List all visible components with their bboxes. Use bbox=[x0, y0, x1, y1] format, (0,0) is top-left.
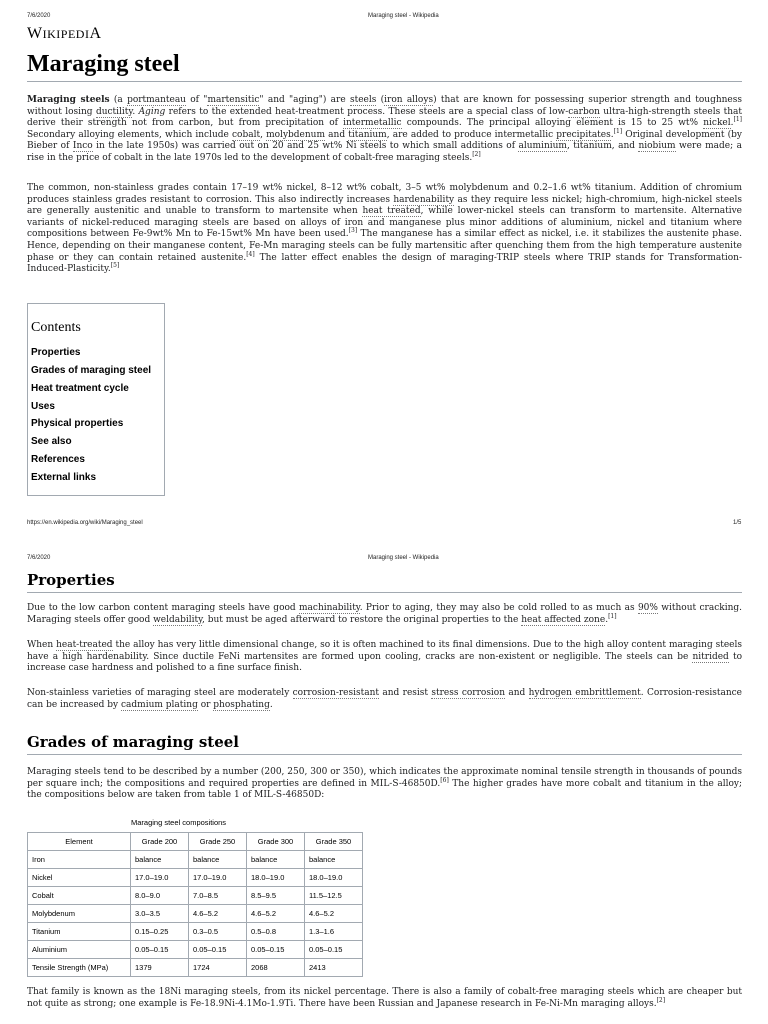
print-doc-title: Maraging steel - Wikipedia bbox=[368, 13, 439, 19]
table-cell: Molybdenum bbox=[28, 905, 131, 923]
toc-item-uses[interactable]: Uses bbox=[31, 401, 55, 412]
link-steels[interactable]: steels bbox=[349, 95, 377, 105]
table-cell: balance bbox=[247, 851, 305, 869]
table-row bbox=[28, 887, 363, 905]
table-cell: Iron bbox=[28, 851, 131, 869]
table-header-row bbox=[28, 833, 363, 851]
properties-divider bbox=[27, 592, 742, 593]
table-cell: Aluminium bbox=[28, 941, 131, 959]
ref-6[interactable]: [6] bbox=[440, 776, 449, 784]
column-header: Grade 350 bbox=[305, 833, 363, 851]
link-aluminium[interactable]: aluminium bbox=[518, 141, 567, 152]
table-cell: 3.0–3.5 bbox=[131, 905, 189, 923]
link-nickel[interactable]: nickel bbox=[703, 118, 731, 129]
link-molybdenum[interactable]: molybdenum bbox=[266, 129, 326, 140]
toc-item-heat-treatment[interactable]: Heat treatment cycle bbox=[31, 383, 129, 394]
link-cobalt[interactable]: cobalt bbox=[232, 129, 261, 140]
link-iron-alloys[interactable]: iron alloys bbox=[384, 95, 434, 105]
table-row bbox=[28, 905, 363, 923]
ref-5[interactable]: [5] bbox=[110, 262, 120, 270]
grades-paragraph-1: Maraging steels tend to be described by a number (200, 250, 300 or 350), which indicates the approximate nominal tensile strength in thousands of pounds per square inch; the compositions and required properties are defined in MIL-S-46850D.[6] The higher grades have more cobalt and titanium in the alloy; the compositions below are taken from table 1 of MIL-S-46850D: bbox=[27, 767, 742, 801]
link-90-percent[interactable]: 90% bbox=[637, 603, 658, 613]
toc-item-properties[interactable]: Properties bbox=[31, 347, 81, 358]
table-row bbox=[28, 851, 363, 869]
table-cell: 11.5–12.5 bbox=[305, 887, 363, 905]
table-cell: Tensile Strength (MPa) bbox=[28, 959, 131, 977]
page-title: Maraging steel bbox=[27, 51, 180, 77]
print-url: https://en.wikipedia.org/wiki/Maraging_steel bbox=[27, 520, 143, 526]
link-heat-affected-zone[interactable]: heat affected zone bbox=[521, 614, 606, 625]
link-carbon[interactable]: carbon bbox=[568, 106, 600, 117]
table-cell: 17.0–19.0 bbox=[189, 869, 247, 887]
table-cell: 1379 bbox=[131, 959, 189, 977]
link-cadmium-plating[interactable]: cadmium plating bbox=[121, 699, 198, 710]
heading-properties: Properties bbox=[27, 571, 115, 589]
properties-paragraph-2: When heat-treated the alloy has very little dimensional change, so it is often machined to its final dimensions. Due to the high alloy content maraging steels have a high hardenability. Since ductile FeNi martensites are formed upon cooling, cracks are non-existent or negligible. The steels can be nitrided to increase case hardness and polished to a fine surface finish. bbox=[27, 640, 742, 674]
link-intermetallic[interactable]: intermetallic bbox=[343, 118, 402, 129]
table-cell: 18.0–19.0 bbox=[305, 869, 363, 887]
print-date: 7/6/2020 bbox=[27, 13, 51, 19]
column-header: Grade 300 bbox=[247, 833, 305, 851]
link-machinability[interactable]: machinability bbox=[299, 603, 360, 613]
table-cell: 4.6–5.2 bbox=[247, 905, 305, 923]
table-cell: 0.05–0.15 bbox=[247, 941, 305, 959]
toc-item-external-links[interactable]: External links bbox=[31, 472, 97, 483]
toc-item-grades[interactable]: Grades of maraging steel bbox=[31, 365, 152, 376]
properties-paragraph-3: Non-stainless varieties of maraging steel are moderately corrosion-resistant and resist stress corrosion and hydrogen embrittlement. Corrosion-resistance can be increased by cadmium plating or phosphating. bbox=[27, 688, 742, 710]
table-cell: Titanium bbox=[28, 923, 131, 941]
link-hardenability[interactable]: hardenability bbox=[393, 194, 455, 205]
table-cell: Nickel bbox=[28, 869, 131, 887]
table-cell: 2068 bbox=[247, 959, 305, 977]
ref-2b[interactable]: [2] bbox=[656, 996, 666, 1004]
table-cell: 4.6–5.2 bbox=[189, 905, 247, 923]
table-row bbox=[28, 959, 363, 977]
table-cell: 17.0–19.0 bbox=[131, 869, 189, 887]
link-weldability[interactable]: weldability bbox=[153, 614, 203, 625]
ref-3[interactable]: [3] bbox=[348, 227, 358, 235]
link-portmanteau[interactable]: portmanteau bbox=[127, 95, 186, 105]
link-corrosion-resistant[interactable]: corrosion-resistant bbox=[292, 688, 380, 698]
ref-4[interactable]: [4] bbox=[246, 250, 255, 258]
ref-1b[interactable]: [1] bbox=[613, 127, 623, 135]
table-cell: 1724 bbox=[189, 959, 247, 977]
link-hydrogen-embrittlement[interactable]: hydrogen embrittlement bbox=[528, 688, 641, 698]
table-cell: 0.3–0.5 bbox=[189, 923, 247, 941]
table-cell: 0.05–0.15 bbox=[189, 941, 247, 959]
link-martensitic[interactable]: martensitic bbox=[207, 95, 260, 105]
composition-table bbox=[27, 832, 363, 977]
toc-item-references[interactable]: References bbox=[31, 454, 85, 465]
link-nitrided[interactable]: nitrided bbox=[692, 651, 729, 662]
table-cell: 0.05–0.15 bbox=[131, 941, 189, 959]
link-ductility[interactable]: ductility bbox=[95, 106, 133, 117]
grades-paragraph-2: That family is known as the 18Ni maraging steels, from its nickel percentage. There is also a family of cobalt-free maraging steels which are cheaper but not quite as strong; one example is Fe-18.9Ni-4.1Mo-1.9Ti. There have been Russian and Japanese research in Fe-Ni-Mn maraging alloys.[2] bbox=[27, 987, 742, 1009]
table-cell: balance bbox=[305, 851, 363, 869]
table-cell: 8.5–9.5 bbox=[247, 887, 305, 905]
table-cell: 1.3–1.6 bbox=[305, 923, 363, 941]
table-cell: 0.05–0.15 bbox=[305, 941, 363, 959]
toc-item-physical-properties[interactable]: Physical properties bbox=[31, 418, 124, 429]
ref-2[interactable]: [2] bbox=[472, 150, 481, 158]
wikipedia-logo[interactable]: WIKIPEDIA bbox=[27, 25, 102, 42]
link-stress-corrosion[interactable]: stress corrosion bbox=[431, 688, 506, 698]
grades-divider bbox=[27, 754, 742, 755]
heading-grades: Grades of maraging steel bbox=[27, 733, 239, 751]
link-inco[interactable]: Inco bbox=[72, 141, 93, 152]
column-header: Grade 250 bbox=[189, 833, 247, 851]
table-caption: Maraging steel compositions bbox=[131, 818, 227, 827]
link-phosphating[interactable]: phosphating bbox=[213, 699, 270, 710]
print-date-2: 7/6/2020 bbox=[27, 555, 51, 561]
table-cell: Cobalt bbox=[28, 887, 131, 905]
intro-paragraph-1: Maraging steels (a portmanteau of "martensitic" and "aging") are steels (iron alloys) that are known for possessing superior strength and toughness without losing ductility. Aging refers to the extended heat-treatment process. These steels are a special class of low-carbon ultra-high-strength steels that derive their strength not from carbon, but from precipitation of intermetallic compounds. The principal alloying element is 15 to 25 wt% nickel.[1] Secondary alloying elements, which include cobalt, molybdenum and titanium, are added to produce intermetallic precipitates.[1] Original development (by Bieber of Inco in the late 1950s) was carried out on 20 and 25 wt% Ni steels to which small additions of aluminium, titanium, and niobium were made; a rise in the price of cobalt in the late 1970s led to the development of cobalt-free maraging steels.[2] bbox=[27, 95, 742, 163]
table-cell: balance bbox=[131, 851, 189, 869]
table-cell: 8.0–9.0 bbox=[131, 887, 189, 905]
table-cell: 4.6–5.2 bbox=[305, 905, 363, 923]
toc-title: Contents bbox=[31, 320, 81, 335]
table-row bbox=[28, 941, 363, 959]
table-row bbox=[28, 869, 363, 887]
print-doc-title-2: Maraging steel - Wikipedia bbox=[368, 555, 439, 561]
title-divider bbox=[27, 81, 742, 82]
properties-paragraph-1: Due to the low carbon content maraging steels have good machinability. Prior to aging, they may also be cold rolled to as much as 90% without cracking. Maraging steels offer good weldability, but must be aged afterward to restore the original properties to the heat affected zone.[1] bbox=[27, 603, 742, 625]
table-cell: 0.5–0.8 bbox=[247, 923, 305, 941]
table-cell: 7.0–8.5 bbox=[189, 887, 247, 905]
column-header: Grade 200 bbox=[131, 833, 189, 851]
toc-item-see-also[interactable]: See also bbox=[31, 436, 72, 447]
ref-1[interactable]: [1] bbox=[733, 116, 742, 124]
table-row bbox=[28, 923, 363, 941]
intro-paragraph-2: The common, non-stainless grades contain 17–19 wt% nickel, 8–12 wt% cobalt, 3–5 wt% molybdenum and 0.2–1.6 wt% titanium. Addition of chromium produces stainless grades resistant to corrosion. This also indirectly increases hardenability as they require less nickel; high-chromium, high-nickel steels are generally austenitic and unable to transform to martensite when heat treated, while lower-nickel steels can transform to martensite. Alternative variants of nickel-reduced maraging steels are based on alloys of iron and manganese plus minor additions of aluminium, nickel and titanium where compositions between Fe-9wt% Mn to Fe-15wt% Mn have been used.[3] The manganese has a similar effect as nickel, i.e. it stabilizes the austenite phase. Hence, depending on their manganese content, Fe-Mn maraging steels can be fully martensitic after quenching them from the high temperature austenite phase or they can contain retained austenite.[4] The latter effect enables the design of maraging-TRIP steels where TRIP stands for Transformation-Induced-Plasticity.[5] bbox=[27, 183, 743, 275]
link-niobium[interactable]: niobium bbox=[638, 141, 676, 152]
table-of-contents bbox=[27, 303, 165, 496]
table-cell: 2413 bbox=[305, 959, 363, 977]
link-heat-treated[interactable]: heat treated bbox=[362, 206, 421, 217]
print-page-number: 1/5 bbox=[733, 520, 742, 526]
column-header: Element bbox=[28, 833, 131, 851]
link-precipitates[interactable]: precipitates bbox=[556, 129, 611, 140]
link-heat-treated-2[interactable]: heat-treated bbox=[56, 640, 113, 650]
link-titanium[interactable]: titanium bbox=[348, 129, 387, 140]
table-cell: balance bbox=[189, 851, 247, 869]
ref-1c[interactable]: [1] bbox=[608, 612, 617, 620]
table-cell: 18.0–19.0 bbox=[247, 869, 305, 887]
table-cell: 0.15–0.25 bbox=[131, 923, 189, 941]
